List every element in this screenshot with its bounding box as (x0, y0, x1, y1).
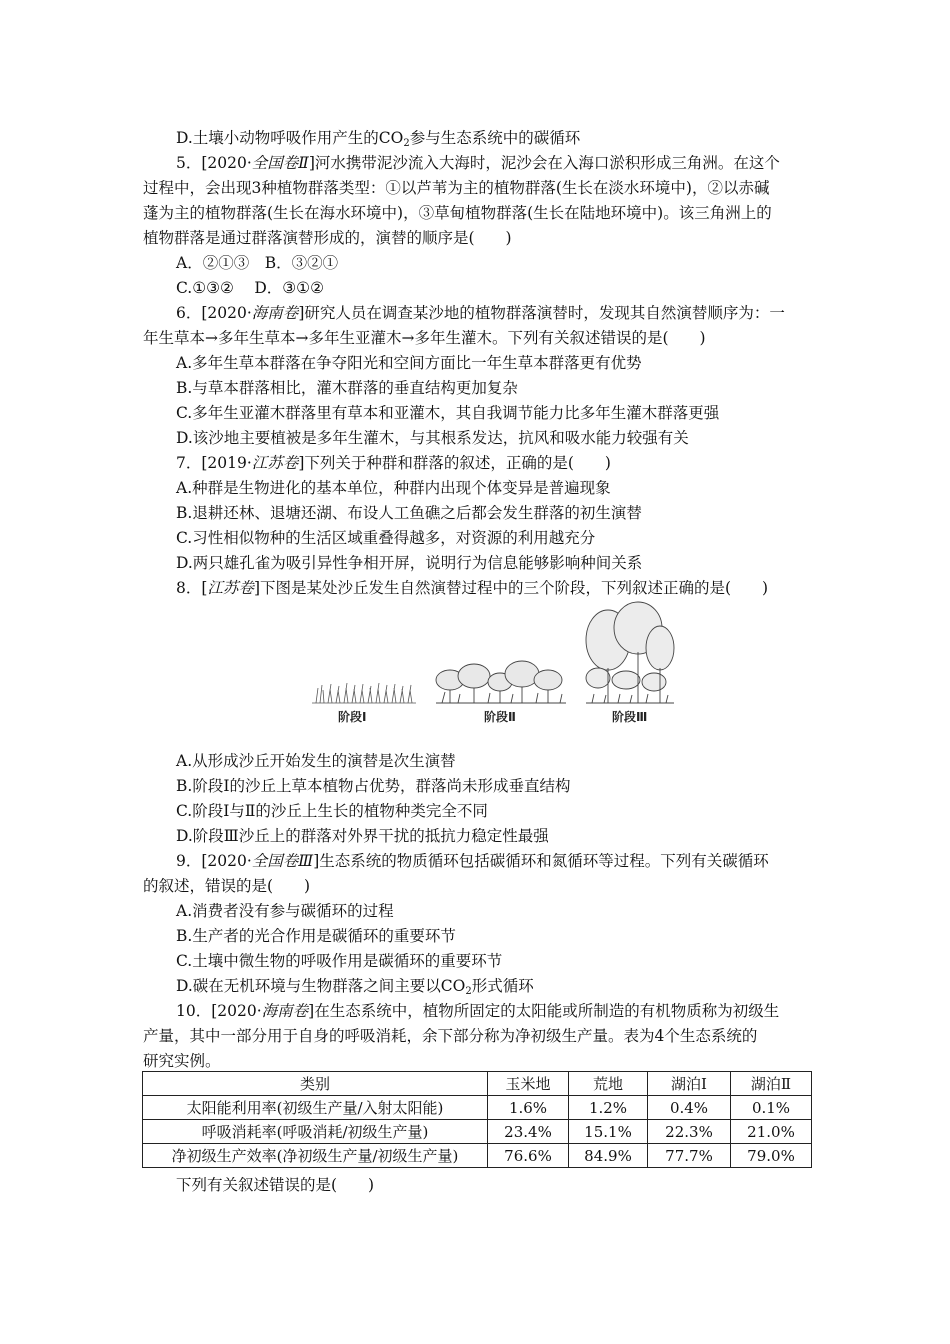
table-header-cell: 类别 (143, 1072, 488, 1096)
q5-stem (176, 151, 846, 175)
q8-option-d: D.阶段Ⅲ沙丘上的群落对外界干扰的抵抗力稳定性最强 (176, 827, 549, 845)
q-num: 8．[ (176, 579, 208, 597)
q10-line: 产量，其中一部分用于自身的呼吸消耗，余下部分称为净初级生产量。表为4个生态系统的 (143, 1027, 758, 1045)
text: 形式循环 (471, 977, 534, 995)
q6-line: 年生草本→多年生草本→多年生亚灌木→多年生灌木。下列有关叙述错误的是( ) (143, 329, 706, 347)
text: ]河水携带泥沙流入大海时，泥沙会在入海口淤积形成三角洲。在这个 (308, 154, 780, 172)
text: D.土壤小动物呼吸作用产生的CO (176, 129, 404, 147)
q-source: 海南卷 (251, 304, 299, 322)
text: ]生态系统的物质循环包括碳循环和氮循环等过程。下列有关碳循环 (313, 852, 769, 870)
q5-options: C.①③② D．③①② (176, 279, 324, 297)
stage3-label: 阶段Ⅲ (612, 710, 648, 724)
table-row (143, 1120, 812, 1144)
q6-option-a: A.多年生草本群落在争夺阳光和空间方面比一年生草本群落更有优势 (176, 354, 642, 372)
text: ]下图是某处沙丘发生自然演替过程中的三个阶段，下列叙述正确的是( ) (253, 579, 769, 597)
q8-stem (176, 576, 846, 600)
q-source: 江苏卷 (251, 454, 299, 472)
table-cell: 15.1% (569, 1120, 648, 1144)
succession-figure (308, 600, 678, 728)
q8-option-c: C.阶段Ⅰ与Ⅱ的沙丘上生长的植物种类完全不同 (176, 802, 488, 820)
ecosystem-table (142, 1071, 812, 1168)
q5-line: 蓬为主的植物群落(生长在海水环境中)，③草甸植物群落(生长在陆地环境中)。该三角洲上的 (143, 204, 772, 222)
stage2-label: 阶段Ⅱ (484, 710, 516, 724)
table-header-cell: 湖泊Ⅱ (731, 1072, 812, 1096)
text: ]在生态系统中，植物所固定的太阳能或所制造的有机物质称为初级生 (308, 1002, 780, 1020)
q-num: 9．[2020· (176, 852, 252, 870)
text: D.碳在无机环境与生物群落之间主要以CO (176, 977, 466, 995)
q8-option-a: A.从形成沙丘开始发生的演替是次生演替 (176, 752, 456, 770)
table-cell: 77.7% (648, 1144, 731, 1168)
q-num: 5．[2020· (176, 154, 252, 172)
table-cell: 净初级生产效率(净初级生产量/初级生产量) (143, 1144, 488, 1168)
q-source: 江苏卷 (207, 579, 254, 597)
q-source: 海南卷 (261, 1002, 309, 1020)
q9-stem (176, 849, 846, 873)
q9-option-b: B.生产者的光合作用是碳循环的重要环节 (176, 927, 456, 945)
stage1-label: 阶段Ⅰ (338, 710, 367, 724)
q10-line: 研究实例。 (143, 1052, 221, 1070)
table-header-cell: 湖泊Ⅰ (648, 1072, 731, 1096)
table-cell: 太阳能利用率(初级生产量/入射太阳能) (143, 1096, 488, 1120)
table-header-row (143, 1072, 812, 1096)
table-cell: 84.9% (569, 1144, 648, 1168)
q-source: 全国卷Ⅲ (251, 852, 314, 870)
q7-stem (176, 451, 846, 475)
q9-option-d (176, 974, 846, 998)
table-cell: 1.2% (569, 1096, 648, 1120)
subscript: 2 (465, 986, 472, 997)
table-cell: 76.6% (488, 1144, 569, 1168)
text: 参与生态系统中的碳循环 (409, 129, 581, 147)
table-cell: 23.4% (488, 1120, 569, 1144)
q9-option-c: C.土壤中微生物的呼吸作用是碳循环的重要环节 (176, 952, 503, 970)
succession-illustration (308, 600, 678, 728)
table-cell: 22.3% (648, 1120, 731, 1144)
q6-option-d: D.该沙地主要植被是多年生灌木，与其根系发达，抗风和吸水能力较强有关 (176, 429, 689, 447)
q-num: 10．[2020· (176, 1002, 262, 1020)
q5-line: 过程中，会出现3种植物群落类型：①以芦苇为主的植物群落(生长在淡水环境中)，②以赤碱 (143, 179, 770, 197)
table-cell: 1.6% (488, 1096, 569, 1120)
table-cell: 21.0% (731, 1120, 812, 1144)
q9-option-a: A.消费者没有参与碳循环的过程 (176, 902, 394, 920)
q10-stem (176, 999, 846, 1023)
q7-option-c: C.习性相似物种的生活区域重叠得越多，对资源的利用越充分 (176, 529, 596, 547)
stage1-grass (312, 683, 416, 703)
q8-option-b: B.阶段Ⅰ的沙丘上草本植物占优势，群落尚未形成垂直结构 (176, 777, 571, 795)
q-source: 全国卷Ⅱ (251, 154, 309, 172)
q6-stem (176, 301, 846, 325)
q5-options: A．②①③ B．③②① (176, 254, 339, 272)
stage3-forest (586, 602, 674, 703)
q9-line: 的叙述，错误的是( ) (143, 877, 311, 895)
q6-option-c: C.多年生亚灌木群落里有草本和亚灌木，其自我调节能力比多年生灌木群落更强 (176, 404, 720, 422)
text: ]研究人员在调查某沙地的植物群落演替时，发现其自然演替顺序为：一 (298, 304, 785, 322)
q7-option-a: A.种群是生物进化的基本单位，种群内出现个体变异是普遍现象 (176, 479, 611, 497)
table-row (143, 1096, 812, 1120)
table-row (143, 1144, 812, 1168)
text: ]下列关于种群和群落的叙述，正确的是( ) (298, 454, 611, 472)
table-cell: 0.4% (648, 1096, 731, 1120)
q5-line: 植物群落是通过群落演替形成的，演替的顺序是( ) (143, 229, 512, 247)
table-header-cell: 玉米地 (488, 1072, 569, 1096)
table-header-cell: 荒地 (569, 1072, 648, 1096)
q-num: 7．[2019· (176, 454, 252, 472)
q10-prompt: 下列有关叙述错误的是( ) (176, 1176, 375, 1194)
q7-option-b: B.退耕还林、退塘还湖、布设人工鱼礁之后都会发生群落的初生演替 (176, 504, 642, 522)
table-cell: 呼吸消耗率(呼吸消耗/初级生产量) (143, 1120, 488, 1144)
stage2-shrubs (436, 661, 566, 703)
q7-option-d: D.两只雄孔雀为吸引异性争相开屏，说明行为信息能够影响种间关系 (176, 554, 643, 572)
prev-option-d (176, 126, 846, 150)
subscript: 2 (403, 138, 410, 149)
table-cell: 79.0% (731, 1144, 812, 1168)
q6-option-b: B.与草本群落相比，灌木群落的垂直结构更加复杂 (176, 379, 518, 397)
table-cell: 0.1% (731, 1096, 812, 1120)
q-num: 6．[2020· (176, 304, 252, 322)
